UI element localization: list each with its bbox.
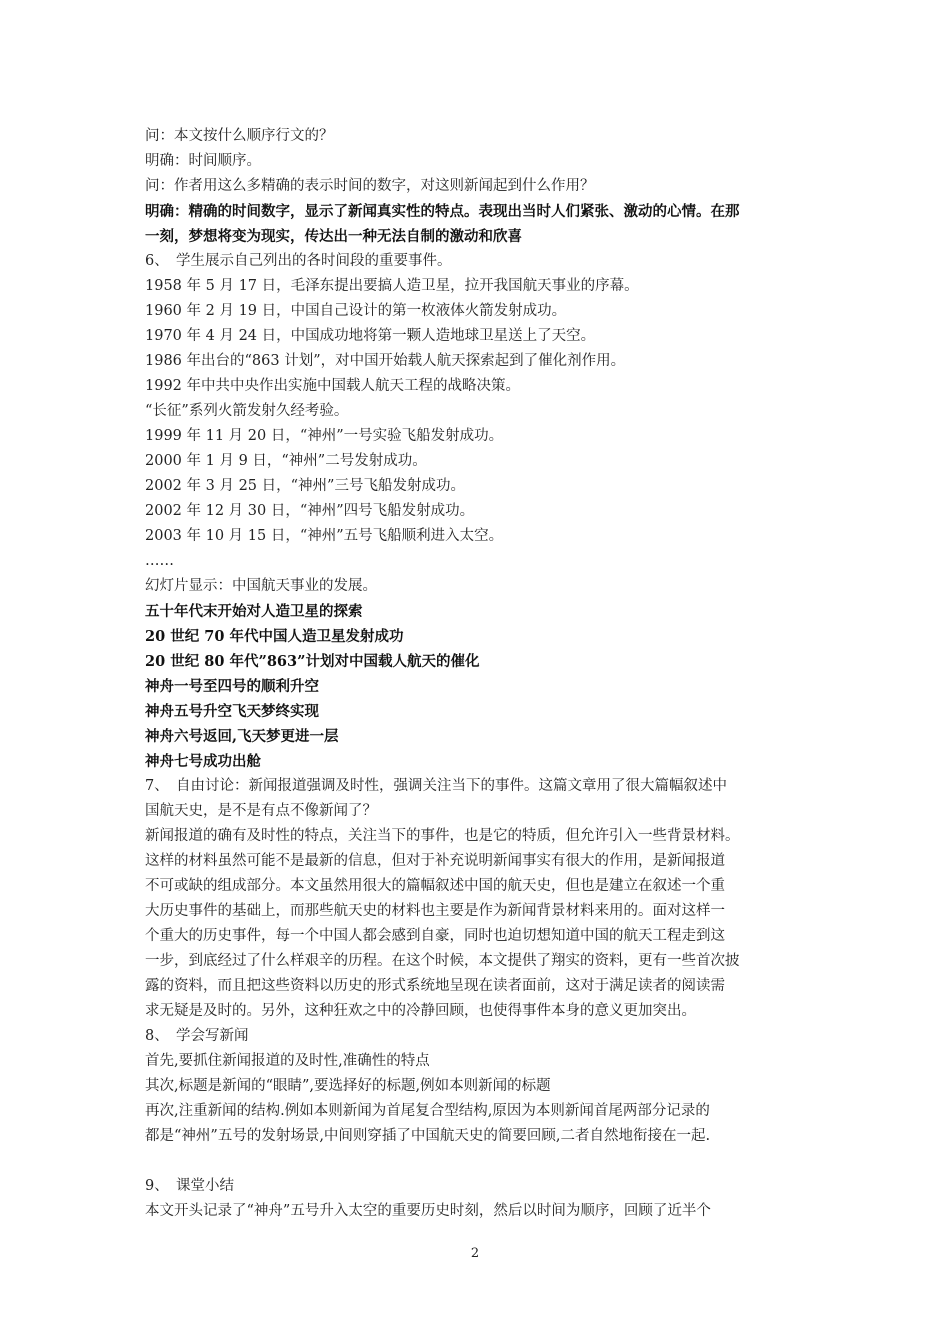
text-line: 神舟七号成功出舱 bbox=[145, 753, 261, 770]
document-body bbox=[145, 124, 815, 1224]
text-line: 20 世纪 70 年代中国人造卫星发射成功 bbox=[145, 628, 404, 645]
text-line: “长征”系列火箭发射久经考验。 bbox=[145, 403, 349, 419]
text-line: 新闻报道的确有及时性的特点，关注当下的事件，也是它的特质，但允许引入一些背景材料。 bbox=[145, 828, 740, 844]
text-line: 2003 年 10 月 15 日，“神州”五号飞船顺利进入太空。 bbox=[145, 528, 504, 544]
text-line: 神舟五号升空飞天梦终实现 bbox=[145, 703, 319, 720]
text-line: 首先,要抓住新闻报道的及时性,准确性的特点 bbox=[145, 1053, 430, 1069]
text-line: 不可或缺的组成部分。本文虽然用很大的篇幅叙述中国的航天史，但也是建立在叙述一个重 bbox=[145, 878, 725, 894]
text-line: 问：本文按什么顺序行文的？ bbox=[145, 128, 334, 144]
text-line: 幻灯片显示：中国航天事业的发展。 bbox=[145, 578, 377, 594]
text-line: 2002 年 12 月 30 日，“神州”四号飞船发射成功。 bbox=[145, 503, 475, 519]
text-line bbox=[145, 1149, 815, 1174]
text-line: 问：作者用这么多精确的表示时间的数字，对这则新闻起到什么作用？ bbox=[145, 178, 595, 194]
text-line: 求无疑是及时的。另外，这种狂欢之中的冷静回顾，也使得事件本身的意义更加突出。 bbox=[145, 1003, 696, 1019]
text-line: 其次,标题是新闻的“眼睛”,要选择好的标题,例如本则新闻的标题 bbox=[145, 1078, 551, 1094]
text-line: 20 世纪 80 年代”863”计划对中国载人航天的催化 bbox=[145, 653, 480, 670]
text-line: 这样的材料虽然可能不是最新的信息，但对于补充说明新闻事实有很大的作用，是新闻报道 bbox=[145, 853, 725, 869]
text-line: 7、 自由讨论：新闻报道强调及时性，强调关注当下的事件。这篇文章用了很大篇幅叙述中 bbox=[145, 778, 727, 794]
text-line: 再次,注重新闻的结构.例如本则新闻为首尾复合型结构,原因为本则新闻首尾两部分记录的 bbox=[145, 1103, 710, 1119]
text-line: 五十年代末开始对人造卫星的探索 bbox=[145, 603, 363, 620]
text-line: 一步，到底经过了什么样艰辛的历程。在这个时候，本文提供了翔实的资料，更有一些首次披 bbox=[145, 953, 740, 969]
text-line: 神舟一号至四号的顺利升空 bbox=[145, 678, 319, 695]
text-line: 一刻，梦想将变为现实，传达出一种无法自制的激动和欣喜 bbox=[145, 228, 522, 245]
text-line: 神舟六号返回,飞天梦更进一层 bbox=[145, 728, 339, 745]
text-line: 1986 年出台的“863 计划”，对中国开始载人航天探索起到了催化剂作用。 bbox=[145, 353, 626, 369]
text-line: 1999 年 11 月 20 日，“神州”一号实验飞船发射成功。 bbox=[145, 428, 504, 444]
text-line: …… bbox=[145, 553, 174, 569]
text-line: 2002 年 3 月 25 日，“神州”三号飞船发射成功。 bbox=[145, 478, 465, 494]
text-line: 个重大的历史事件，每一个中国人都会感到自豪，同时也迫切想知道中国的航天工程走到这 bbox=[145, 928, 725, 944]
text-line: 国航天史，是不是有点不像新闻了？ bbox=[145, 803, 377, 819]
text-line: 明确：精确的时间数字，显示了新闻真实性的特点。表现出当时人们紧张、激动的心情。在那 bbox=[145, 203, 740, 220]
text-line: 9、 课堂小结 bbox=[145, 1178, 234, 1194]
text-line: 1970 年 4 月 24 日，中国成功地将第一颗人造地球卫星送上了天空。 bbox=[145, 328, 596, 344]
text-line: 大历史事件的基础上，而那些航天史的材料也主要是作为新闻背景材料来用的。面对这样一 bbox=[145, 903, 725, 919]
text-line: 8、 学会写新闻 bbox=[145, 1028, 249, 1044]
text-line: 2000 年 1 月 9 日，“神州”二号发射成功。 bbox=[145, 453, 427, 469]
text-line: 1992 年中共中央作出实施中国载人航天工程的战略决策。 bbox=[145, 378, 521, 394]
text-line: 都是“神州”五号的发射场景,中间则穿插了中国航天史的简要回顾,二者自然地衔接在一起. bbox=[145, 1128, 711, 1144]
text-line: 明确：时间顺序。 bbox=[145, 153, 261, 169]
text-line: 6、 学生展示自己列出的各时间段的重要事件。 bbox=[145, 253, 452, 269]
text-line: 露的资料，而且把这些资料以历史的形式系统地呈现在读者面前，这对于满足读者的阅读需 bbox=[145, 978, 725, 994]
text-line: 本文开头记录了“神舟”五号升入太空的重要历史时刻，然后以时间为顺序，回顾了近半个 bbox=[145, 1203, 711, 1219]
text-line: 1960 年 2 月 19 日，中国自己设计的第一枚液体火箭发射成功。 bbox=[145, 303, 567, 319]
text-line: 1958 年 5 月 17 日，毛泽东提出要搞人造卫星，拉开我国航天事业的序幕。 bbox=[145, 278, 639, 294]
page-number: 2 bbox=[470, 1246, 480, 1261]
